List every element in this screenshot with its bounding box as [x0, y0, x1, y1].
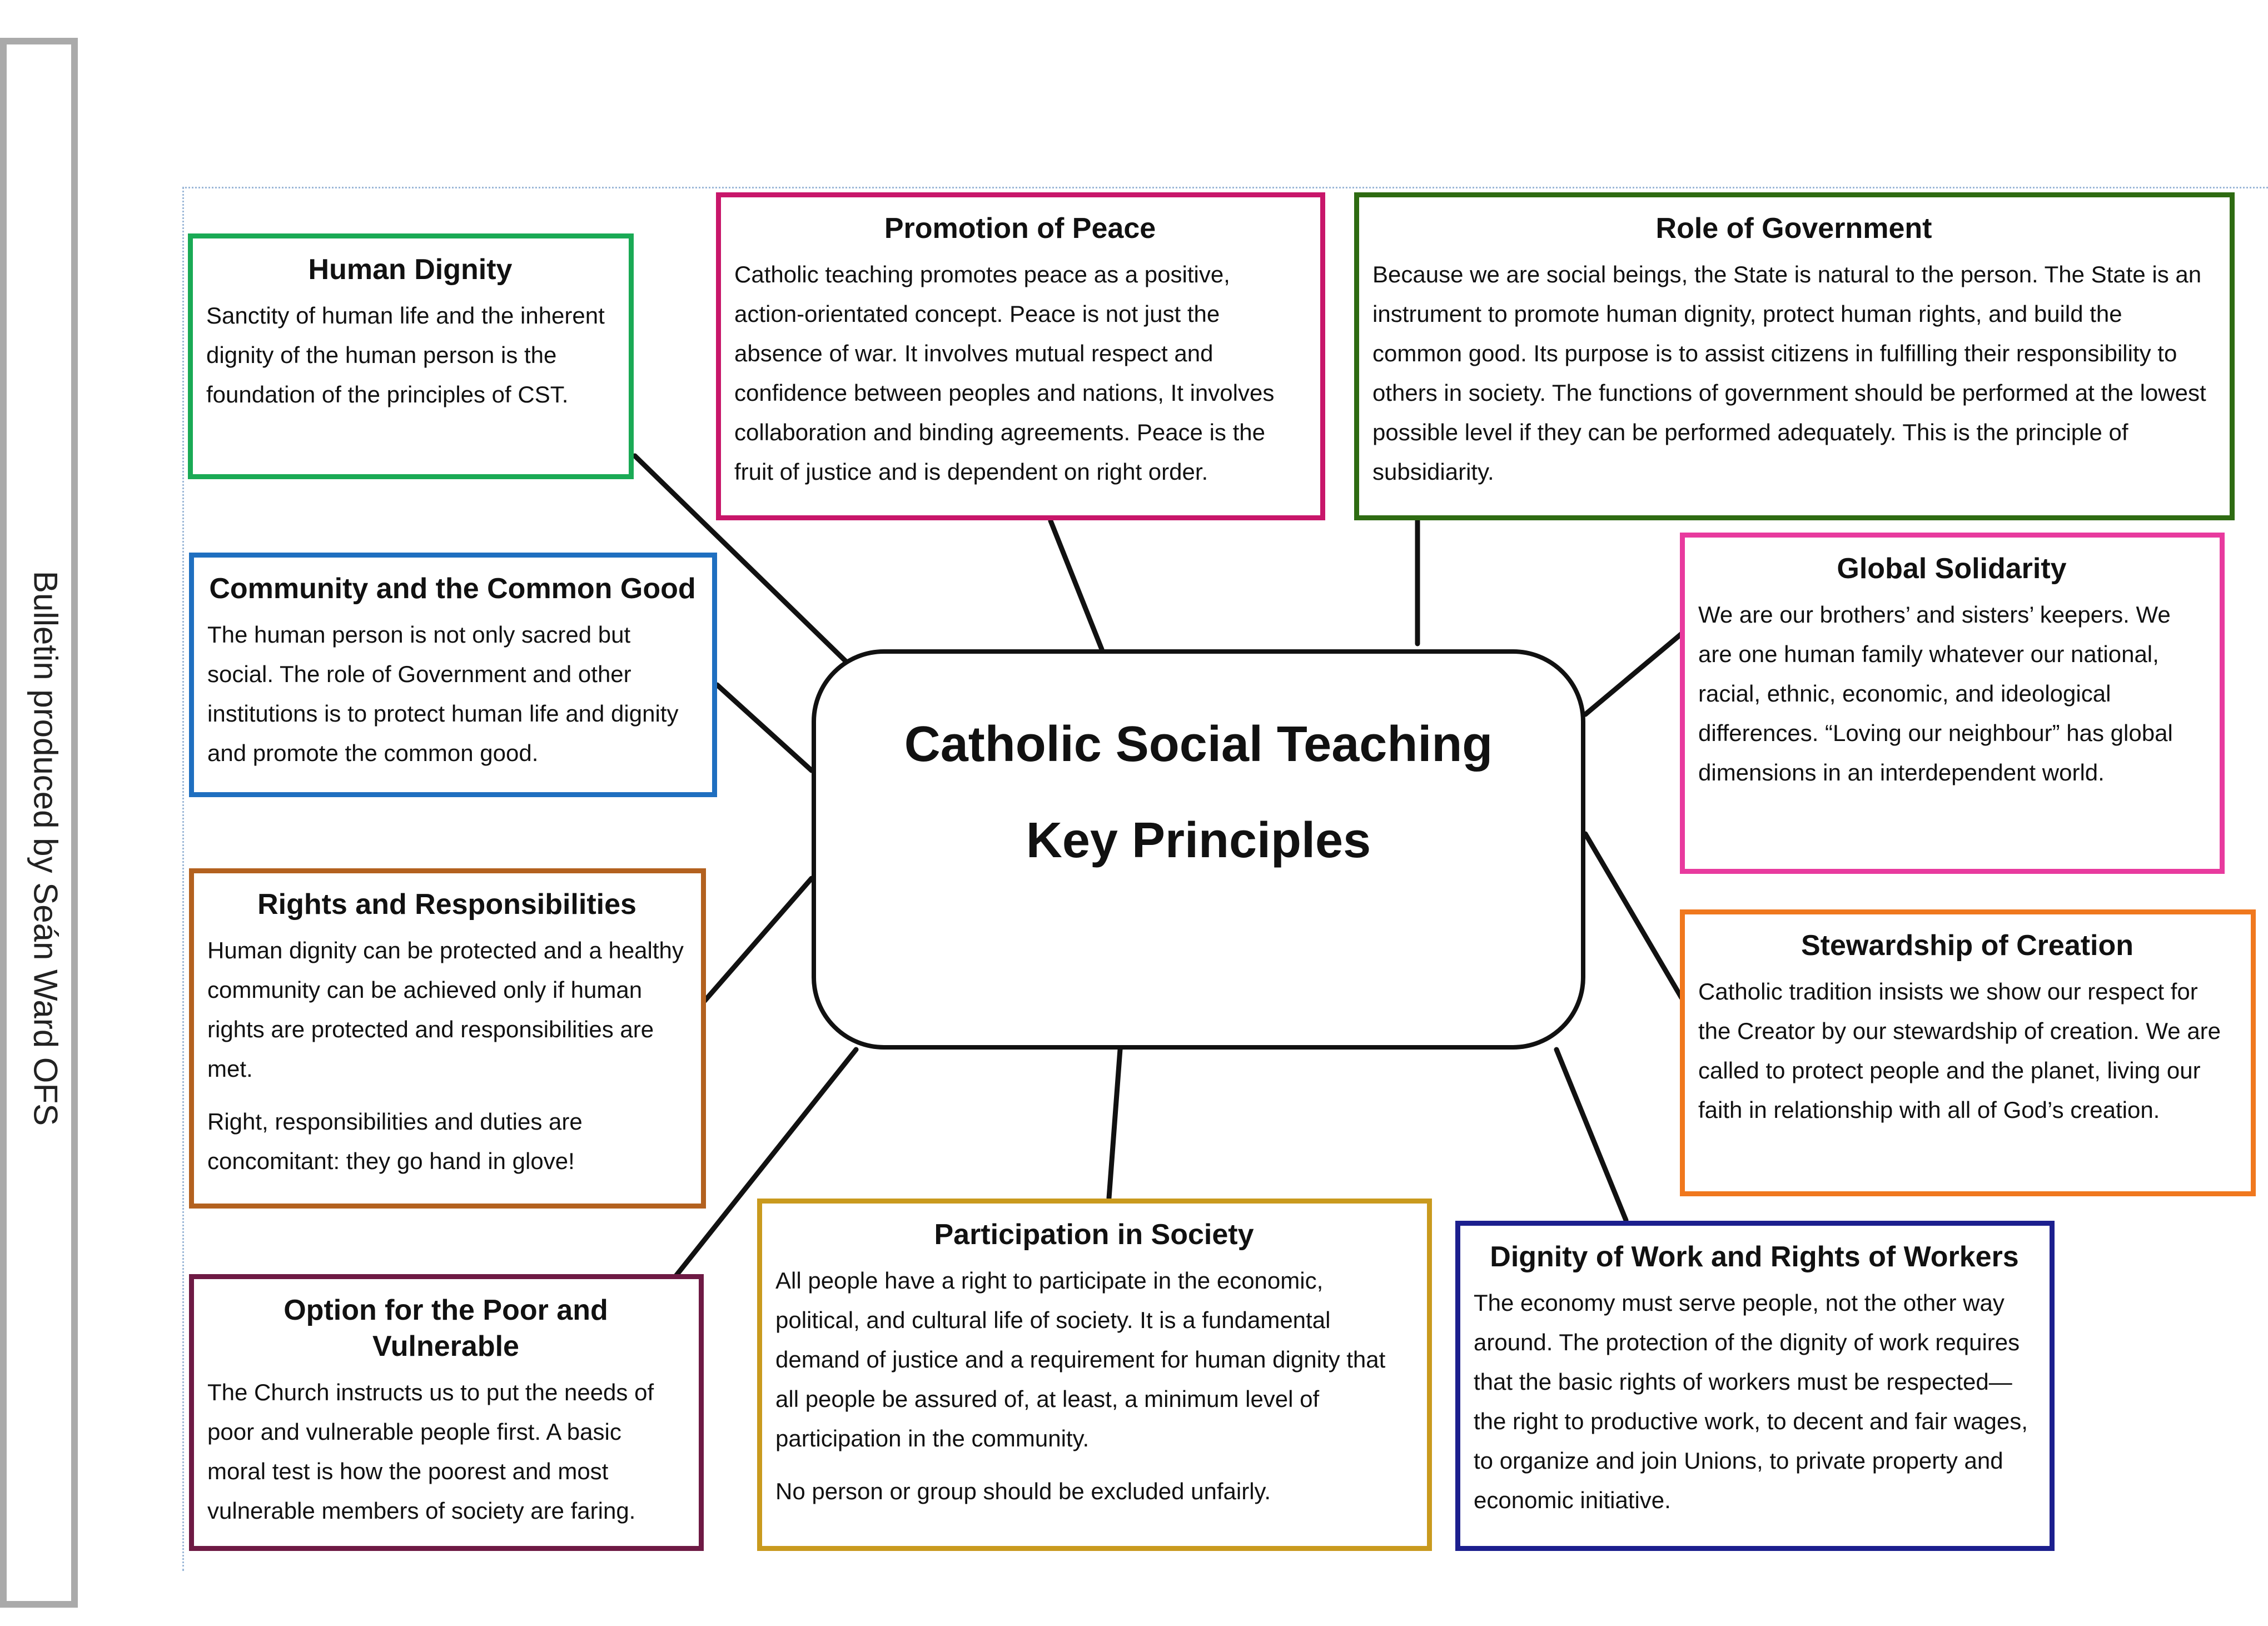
- principle-box-promotion-of-peace: [716, 192, 1325, 520]
- principle-title: Rights and Responsibilities: [257, 888, 636, 921]
- principle-box-role-of-government: [1354, 192, 2235, 520]
- principle-title: Role of Government: [1655, 212, 1932, 245]
- principle-text: No person or group should be excluded unfairly.: [775, 1478, 1271, 1504]
- principle-text: Catholic teaching promotes peace as a positive, action-orientated concept. Peace is not just the absence of war. It involves mutual respect and confidence between peoples and nations, It involves collaboration and binding agreements. Peace is the fruit of justice and is dependent on right order.: [734, 261, 1275, 485]
- principle-title: Promotion of Peace: [884, 212, 1156, 245]
- principle-text: Human dignity can be protected and a healthy community can be achieved only if human rights are protected and responsibilities are met.: [207, 937, 684, 1082]
- principle-box-global-solidarity: [1680, 533, 2225, 874]
- principle-title: Dignity of Work and Rights of Workers: [1490, 1241, 2019, 1273]
- principle-box-human-dignity: [188, 233, 634, 479]
- credit-text: Bulletin produced by Seán Ward OFS: [27, 570, 64, 1126]
- principle-box-stewardship-of-creation: [1680, 909, 2256, 1196]
- principle-text: The economy must serve people, not the other way around. The protection of the dignity of work requires that the basic rights of workers must be respected—the right to productive work, to decent and fair wages, to organize and join Unions, to private property and economic initiative.: [1474, 1290, 2028, 1513]
- connector-peace: [1051, 521, 1102, 649]
- principle-box-rights-responsibilities: [189, 868, 706, 1209]
- principle-text: We are our brothers’ and sisters’ keepers. We are one human family whatever our national, racial, ethnic, economic, and ideological differences. “Loving our neighbour” has global dimensions in an interdependent world.: [1698, 601, 2173, 785]
- principle-text: Because we are social beings, the State is natural to the person. The State is an instrument to promote human dignity, protect human rights, and build the common good. Its purpose is to assist citizens in fulfilling their responsibility to others in society. The functions of government should be performed at the lowest possible level if they can be performed adequately. This is the principle of subsidiarity.: [1372, 261, 2206, 485]
- center-subtitle: Key Principles: [1026, 813, 1371, 868]
- connector-stewardship: [1585, 834, 1682, 998]
- principle-box-option-for-poor: [189, 1274, 704, 1551]
- principle-box-participation-in-society: [757, 1199, 1432, 1551]
- principle-title: Stewardship of Creation: [1801, 929, 2134, 962]
- principle-title: Human Dignity: [308, 253, 513, 286]
- principle-text: The human person is not only sacred but social. The role of Government and other institutions is to protect human life and dignity and promote the common good.: [207, 621, 679, 766]
- connector-rights: [705, 878, 812, 1001]
- connector-participation: [1109, 1050, 1120, 1198]
- principle-title: Participation in Society: [934, 1219, 1254, 1251]
- principle-text: All people have a right to participate in the economic, political, and cultural life of society. It is a fundamental demand of justice and a requirement for human dignity that all people be assured of, at least, a minimum level of participation in the community.: [775, 1267, 1386, 1451]
- principle-box-community-common-good: [189, 553, 717, 797]
- connector-work: [1556, 1050, 1626, 1220]
- principle-text: Sanctity of human life and the inherent dignity of the human person is the foundation of the principles of CST.: [206, 302, 605, 407]
- principle-text: The Church instructs us to put the needs of poor and vulnerable people first. A basic moral test is how the poorest and most vulnerable members of society are faring.: [207, 1379, 654, 1524]
- connector-community: [717, 685, 812, 770]
- principle-text: Catholic tradition insists we show our respect for the Creator by our stewardship of creation. We are called to protect people and the planet, living our faith in relationship with all of God’s creation.: [1698, 978, 2221, 1123]
- principle-title: Option for the Poor and Vulnerable: [284, 1294, 608, 1363]
- principle-text: Right, responsibilities and duties are concomitant: they go hand in glove!: [207, 1108, 583, 1174]
- principle-box-dignity-of-work: [1455, 1221, 2055, 1551]
- principle-title: Global Solidarity: [1837, 553, 2067, 585]
- center-hub: [812, 649, 1585, 1050]
- principle-title: Community and the Common Good: [209, 573, 696, 605]
- connector-solidarity: [1585, 634, 1682, 714]
- center-title: Catholic Social Teaching: [904, 717, 1493, 772]
